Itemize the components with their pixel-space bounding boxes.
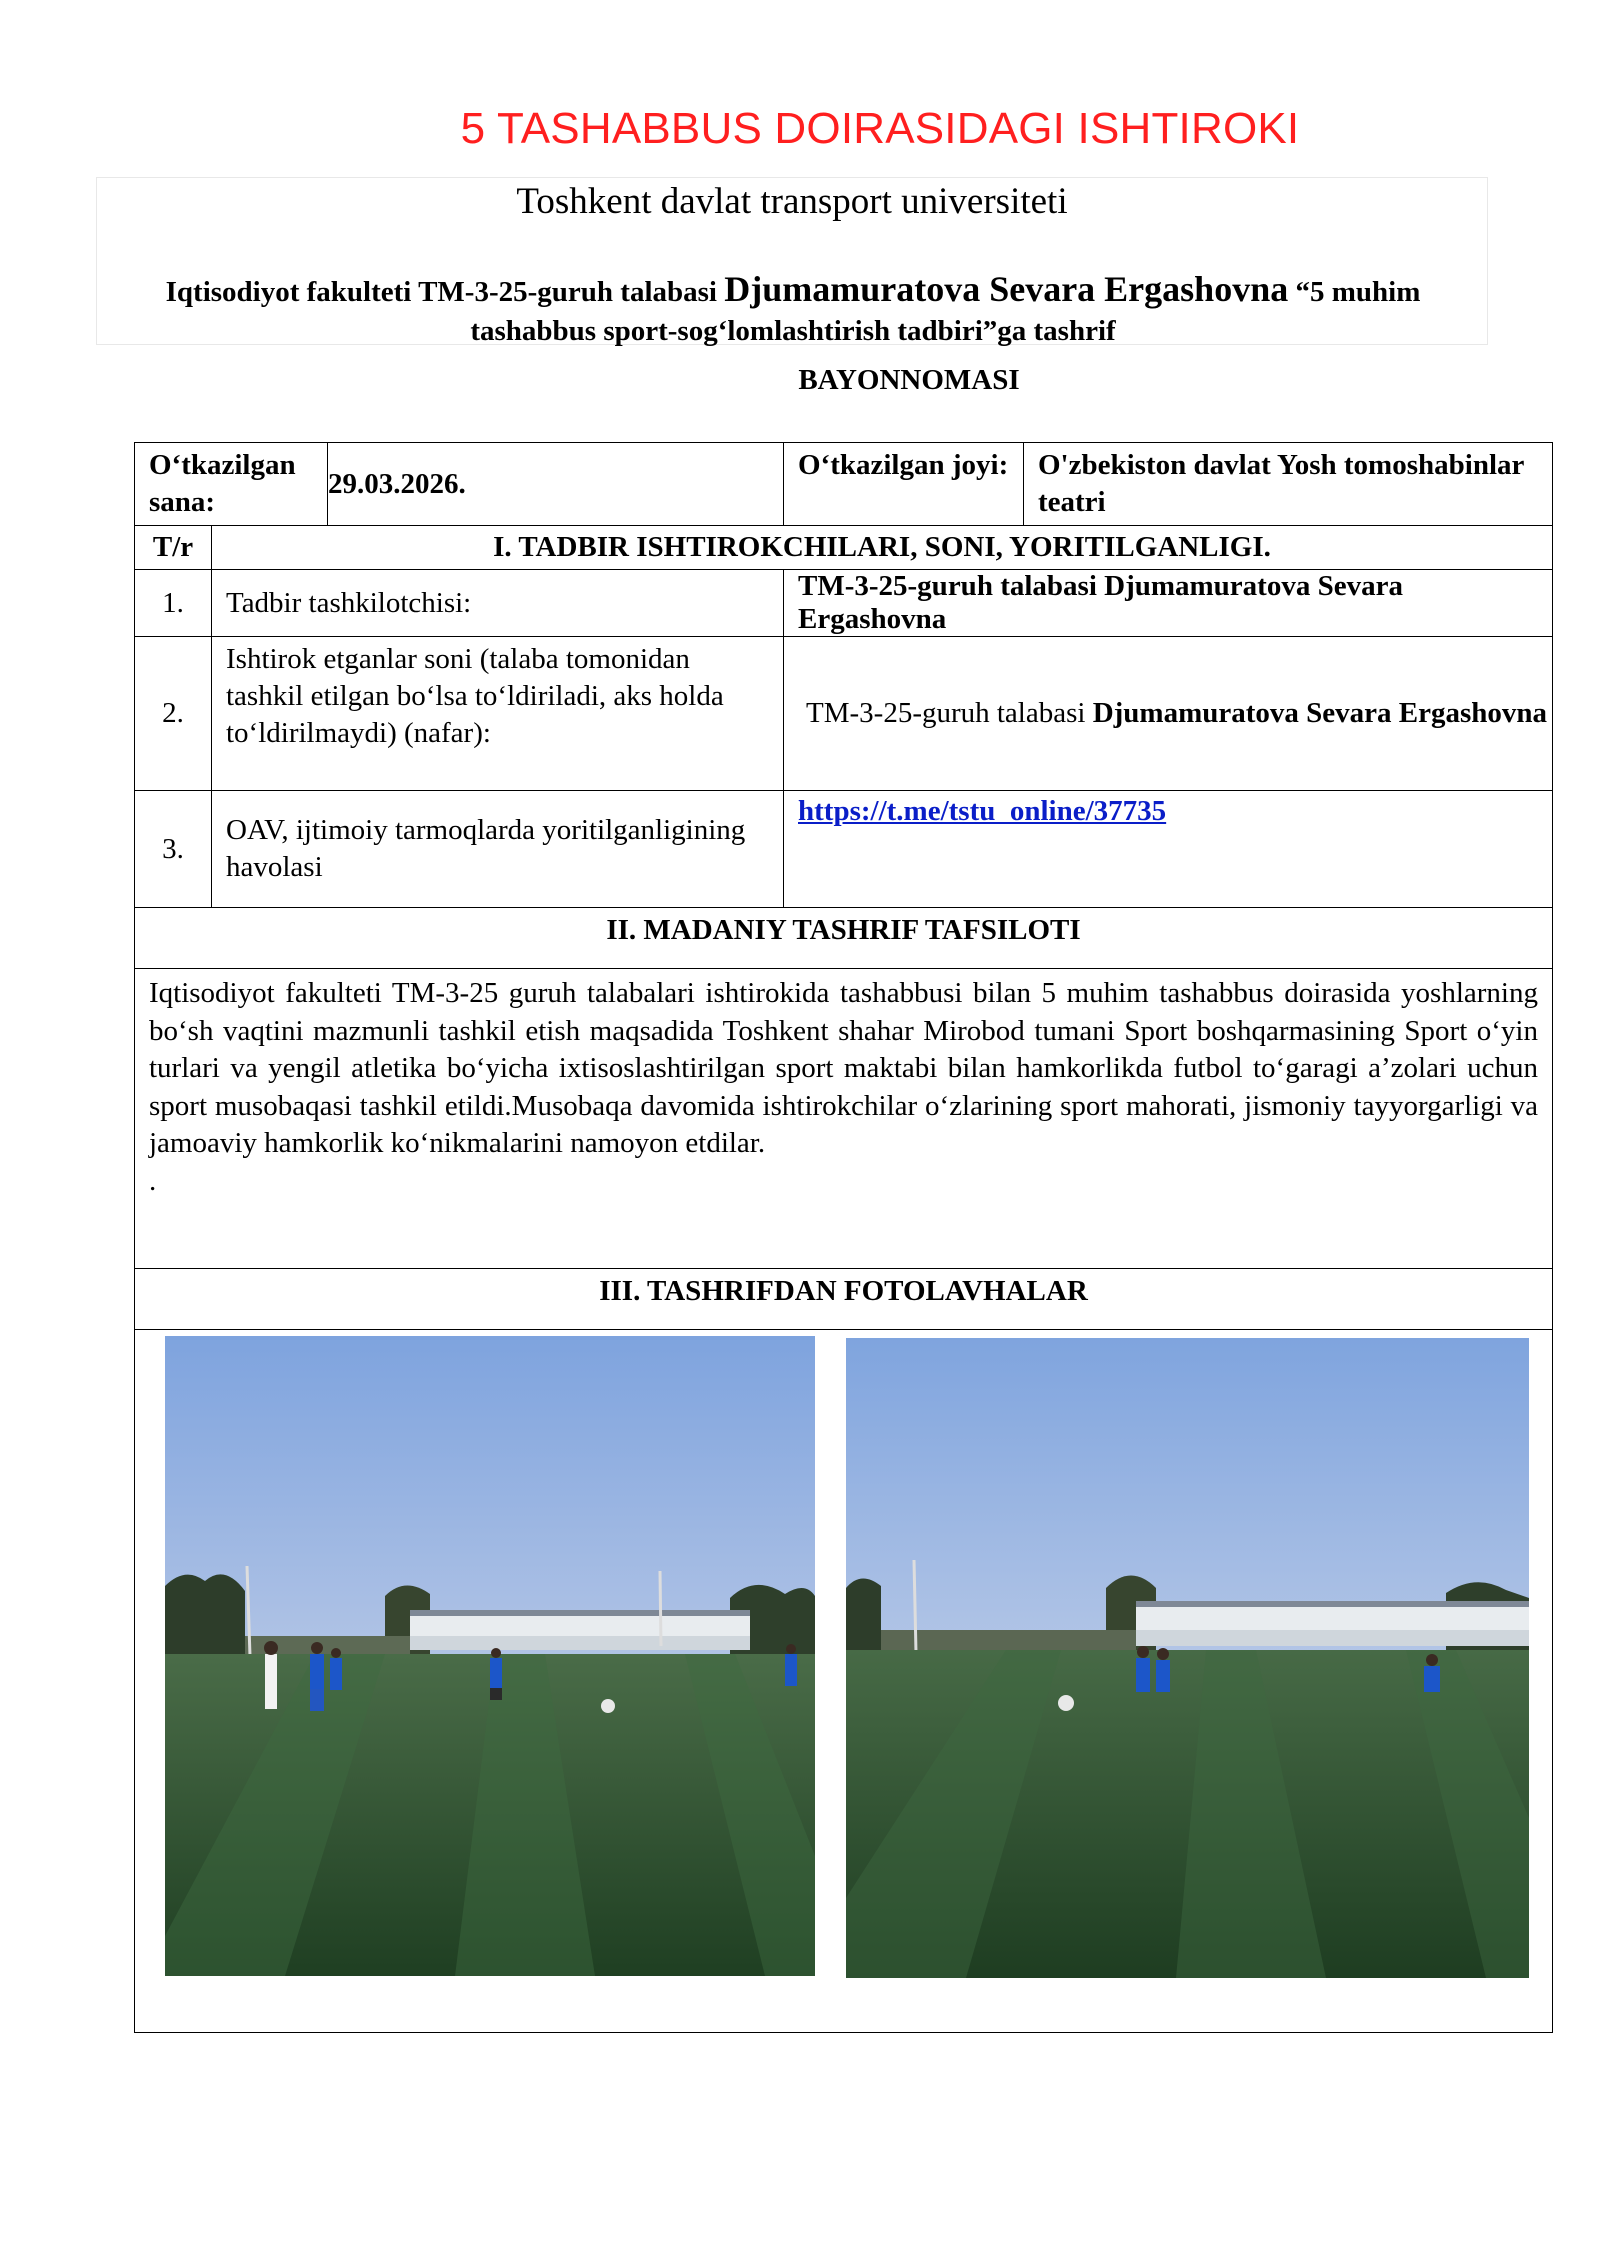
section1-title: I. TADBIR ISHTIROKCHILARI, SONI, YORITILGANLIGI. bbox=[493, 531, 1271, 563]
date-value-cell bbox=[328, 443, 784, 526]
row-number: 3. bbox=[135, 791, 212, 908]
section2-header-row bbox=[135, 908, 1553, 969]
row-label: Ishtirok etganlar soni (talaba tomonidan tashkil etilgan bo‘lsa to‘ldiriladi, aks holda to‘ldirilmaydi) (nafar): bbox=[212, 637, 784, 791]
photos-row bbox=[135, 1330, 1553, 2033]
section1-title-cell bbox=[212, 526, 1553, 570]
section1-header-row bbox=[135, 526, 1553, 570]
col-label-cell bbox=[135, 526, 212, 570]
section2-text: Iqtisodiyot fakulteti TM-3-25 guruh talabalari ishtirokida tashabbusi bilan 5 muhim tashabbus doirasida yoshlarning bo‘sh vaqtini mazmunli tashkil etish maqsadida Toshkent shahar Mirobod tumani Sport boshqarmasining Sport o‘yin turlari va yengil atletika bo‘yicha ixtisoslashtirilgan sport maktabi bilan hamkorlikda futbol to‘garagi a’zolari uchun sport musobaqasi tashkil etildi.Musobaqa davomida ishtirokchilar o‘zlarining sport mahorati, jismoniy tayyorgarligi va jamoaviy hamkorlik ko‘nikmalarini namoyon etdilar. bbox=[149, 977, 1538, 1159]
student-name: Djumamuratova Sevara Ergashovna bbox=[724, 269, 1289, 309]
event-photo-2 bbox=[846, 1338, 1529, 1978]
section3-title: III. TASHRIFDAN FOTOLAVHALAR bbox=[135, 1269, 1553, 1330]
intro-line2: tashabbus sport-sog‘lomlashtirish tadbiri”ga tashrif bbox=[470, 315, 1116, 347]
info-row bbox=[135, 443, 1553, 526]
document-type: BAYONNOMASI bbox=[798, 364, 1020, 396]
intro-text bbox=[107, 270, 1479, 351]
table-row bbox=[135, 637, 1553, 791]
section3-header-row bbox=[135, 1269, 1553, 1330]
row-value-cell bbox=[784, 637, 1553, 791]
section2-trailing: . bbox=[149, 1164, 157, 1197]
date-value: 29.03.2026. bbox=[328, 467, 466, 500]
col-label: T/r bbox=[152, 531, 194, 563]
report-table bbox=[134, 442, 1553, 2033]
date-label-cell bbox=[135, 443, 328, 526]
table-row bbox=[135, 570, 1553, 637]
intro-suffix: “5 muhim bbox=[1295, 276, 1421, 308]
row-number: 1. bbox=[135, 570, 212, 637]
place-label: O‘tkazilgan joyi: bbox=[798, 449, 1009, 481]
section2-title: II. MADANIY TASHRIF TAFSILOTI bbox=[135, 908, 1553, 969]
row-link-cell bbox=[784, 791, 1553, 908]
row-label: Tadbir tashkilotchisi: bbox=[212, 570, 784, 637]
row-number: 2. bbox=[135, 637, 212, 791]
document-title: 5 TASHABBUS DOIRASIDAGI ISHTIROKI bbox=[460, 104, 1300, 153]
section2-text-cell bbox=[135, 969, 1553, 1269]
row-value-name: Djumamuratova Sevara Ergashovna bbox=[1092, 697, 1548, 729]
place-value: O'zbekiston davlat Yosh tomoshabinlar teatri bbox=[1038, 449, 1524, 518]
header-box bbox=[96, 177, 1488, 345]
photos-cell bbox=[135, 1330, 1553, 2033]
event-photo-1 bbox=[165, 1336, 815, 1976]
university-name: Toshkent davlat transport universiteti bbox=[516, 181, 1068, 222]
place-label-cell bbox=[784, 443, 1024, 526]
coverage-link[interactable]: https://t.me/tstu_online/37735 bbox=[798, 795, 1167, 827]
place-value-cell bbox=[1024, 443, 1553, 526]
row-label: OAV, ijtimoiy tarmoqlarda yoritilganligining havolasi bbox=[212, 791, 784, 908]
row-value: TM-3-25-guruh talabasi Djumamuratova Sevara Ergashovna bbox=[784, 570, 1553, 637]
row-value-prefix: TM-3-25-guruh talabasi bbox=[806, 697, 1086, 729]
date-label: O‘tkazilgan sana: bbox=[149, 449, 296, 518]
section2-body-row bbox=[135, 969, 1553, 1269]
intro-prefix: Iqtisodiyot fakulteti TM-3-25-guruh talabasi bbox=[165, 276, 717, 308]
table-row bbox=[135, 791, 1553, 908]
